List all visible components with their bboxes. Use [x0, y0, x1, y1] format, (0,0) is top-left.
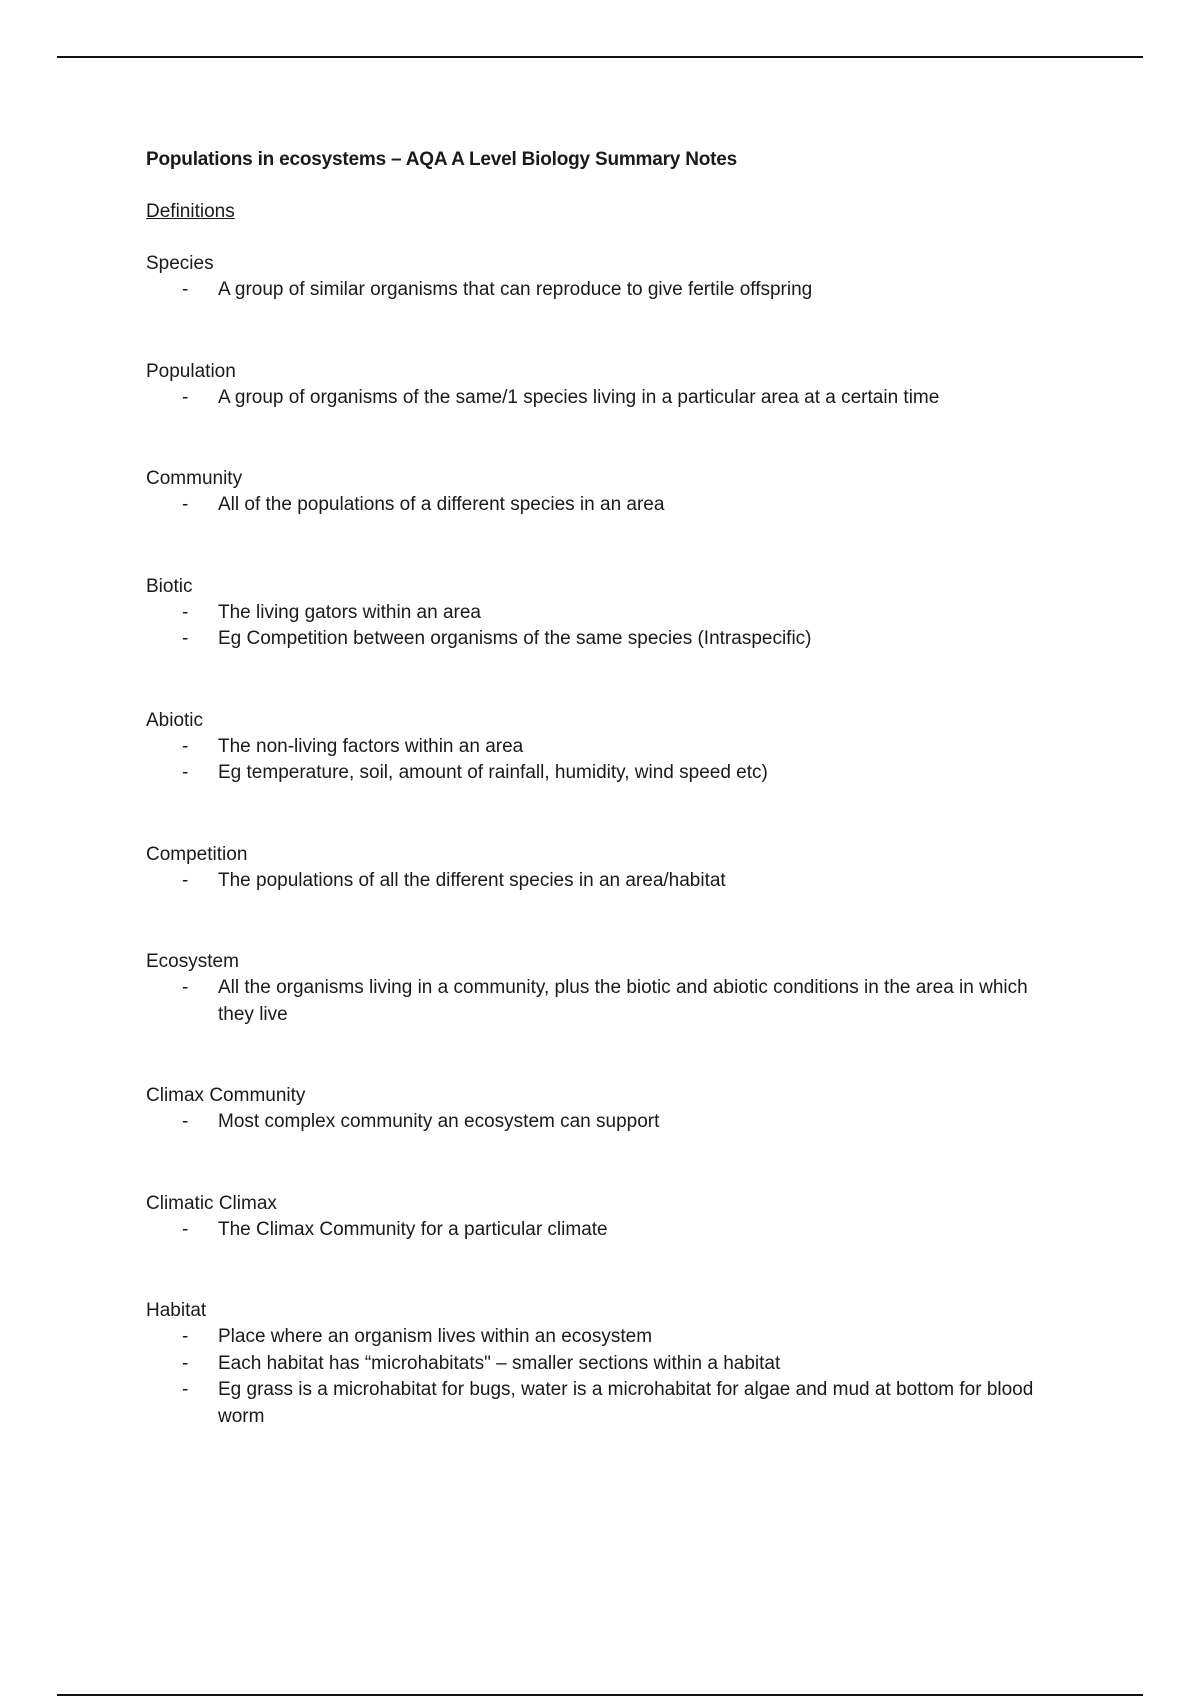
bullet-text: Most complex community an ecosystem can support	[218, 1111, 660, 1132]
dash-bullet-icon: -	[182, 628, 189, 649]
bullet-text: The living gators within an area	[218, 601, 481, 623]
definition-points	[146, 1324, 1066, 1430]
dash-bullet-icon: -	[182, 601, 189, 623]
bullet-point	[146, 1109, 1066, 1136]
bullet-text: All of the populations of a different species in an area	[218, 494, 665, 515]
definition-community	[146, 466, 1066, 519]
bullet-point	[146, 492, 1066, 519]
bullet-text: A group of similar organisms that can reproduce to give fertile offspring	[218, 279, 813, 300]
definition-biotic	[146, 574, 1066, 653]
bullet-point	[146, 277, 1066, 304]
term-label: Climax Community	[146, 1085, 306, 1106]
term-label: Community	[146, 468, 243, 489]
bullet-point	[146, 760, 1066, 787]
bullet-text: Eg Competition between organisms of the same species (Intraspecific)	[218, 628, 812, 649]
term-label: Climatic Climax	[146, 1192, 277, 1214]
bullet-point	[146, 975, 1066, 1028]
definition-habitat	[146, 1298, 1066, 1430]
term-label: Biotic	[146, 575, 193, 597]
bullet-point	[146, 385, 1066, 412]
footer-rule	[57, 1694, 1143, 1696]
definition-points	[146, 1109, 1066, 1136]
dash-bullet-icon: -	[182, 494, 189, 515]
term-label: Abiotic	[146, 709, 204, 731]
term-label: Population	[146, 360, 236, 382]
definition-points	[146, 868, 1066, 895]
bullet-text: Each habitat has “microhabitats" – smaller sections within a habitat	[218, 1352, 781, 1374]
definition-points	[146, 600, 1066, 653]
bullet-point	[146, 1377, 1066, 1430]
dash-bullet-icon: -	[182, 1379, 189, 1400]
definition-climax-community	[146, 1083, 1066, 1136]
bullet-text: A group of organisms of the same/1 species living in a particular area at a certain time	[218, 386, 940, 408]
bullet-point	[146, 600, 1066, 627]
bullet-point	[146, 1217, 1066, 1244]
dash-bullet-icon: -	[182, 1326, 189, 1347]
bullet-text: The Climax Community for a particular climate	[218, 1218, 608, 1240]
bullet-text: The non-living factors within an area	[218, 735, 524, 757]
bullet-text: Eg grass is a microhabitat for bugs, water is a microhabitat for algae and mud at bottom for blood worm	[218, 1379, 1034, 1427]
definition-population	[146, 359, 1066, 412]
dash-bullet-icon: -	[182, 735, 189, 757]
definition-competition	[146, 842, 1066, 895]
document-body	[146, 147, 1066, 1485]
header-rule	[57, 56, 1143, 58]
dash-bullet-icon: -	[182, 977, 189, 998]
bullet-point	[146, 734, 1066, 761]
definition-points	[146, 385, 1066, 412]
definition-points	[146, 734, 1066, 787]
document-title: Populations in ecosystems – AQA A Level Biology Summary Notes	[146, 149, 738, 170]
dash-bullet-icon: -	[182, 762, 189, 783]
dash-bullet-icon: -	[182, 869, 189, 891]
definition-points	[146, 277, 1066, 304]
bullet-text: The populations of all the different species in an area/habitat	[218, 869, 726, 891]
bullet-point	[146, 1351, 1066, 1378]
term-label: Competition	[146, 843, 248, 865]
term-label: Species	[146, 253, 214, 274]
dash-bullet-icon: -	[182, 279, 189, 300]
definition-abiotic	[146, 708, 1066, 787]
bullet-text: All the organisms living in a community, plus the biotic and abiotic conditions in the area in which they live	[218, 977, 1028, 1025]
term-label: Habitat	[146, 1300, 207, 1321]
bullet-point	[146, 1324, 1066, 1351]
definition-species	[146, 251, 1066, 304]
dash-bullet-icon: -	[182, 1111, 189, 1132]
bullet-point	[146, 868, 1066, 895]
term-label: Ecosystem	[146, 951, 239, 972]
definition-ecosystem	[146, 949, 1066, 1028]
bullet-point	[146, 626, 1066, 653]
definition-points	[146, 1217, 1066, 1244]
definition-climatic-climax	[146, 1191, 1066, 1244]
bullet-text: Place where an organism lives within an ecosystem	[218, 1326, 653, 1347]
dash-bullet-icon: -	[182, 1352, 189, 1374]
dash-bullet-icon: -	[182, 386, 189, 408]
dash-bullet-icon: -	[182, 1218, 189, 1240]
section-heading-definitions: Definitions	[146, 201, 235, 222]
definition-points	[146, 975, 1066, 1028]
definition-points	[146, 492, 1066, 519]
bullet-text: Eg temperature, soil, amount of rainfall, humidity, wind speed etc)	[218, 762, 768, 783]
